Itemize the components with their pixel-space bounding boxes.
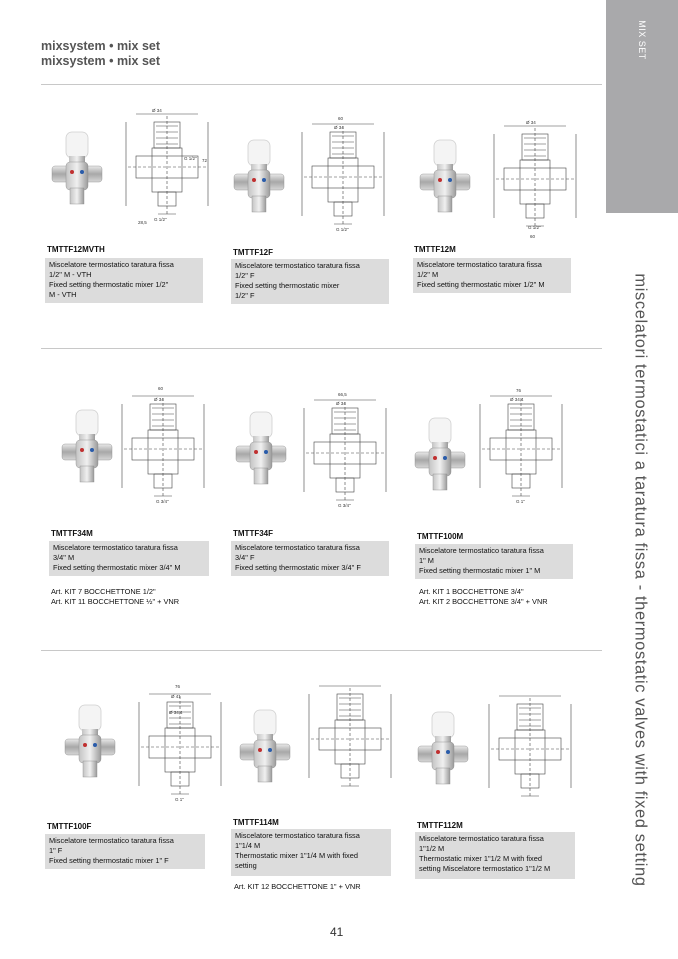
dim-label: Ø 34 xyxy=(526,120,536,125)
kit-note: Art. KIT 11 BOCCHETTONE ½" + VNR xyxy=(51,597,180,606)
dim-label: G 1/2" xyxy=(528,225,541,230)
kit-note: Art. KIT 1 BOCCHETTONE 3/4" xyxy=(419,587,524,596)
product-description-text: Miscelatore termostatico taratura fissa 1"1/2 M Thermostatic mixer 1"1/2 M with fixed setting Miscelatore termostatico 1"1/2 M xyxy=(419,834,551,873)
dim-label: G 1/2" xyxy=(154,217,167,222)
product-photo-tmttf34f xyxy=(236,412,296,487)
dim-label: 76 xyxy=(175,684,181,689)
product-description-text: Miscelatore termostatico taratura fissa 1/2" M - VTH Fixed setting thermostatic mixer 1/2" M - VTH xyxy=(49,260,174,299)
dim-label: Ø 34 xyxy=(152,108,162,113)
product-photo-tmttf12m xyxy=(420,140,475,210)
technical-drawing-tmttf100f xyxy=(145,684,230,808)
product-description-text: Miscelatore termostatico taratura fissa 3/4" M Fixed setting thermostatic mixer 3/4" M xyxy=(53,543,181,572)
vertical-section-title-text: miscelatori termostatici a taratura fissa - thermostatic valves with fixed setting xyxy=(631,273,650,887)
dim-label: Ø 34,4 xyxy=(169,710,183,715)
technical-drawing-tmttf114m xyxy=(315,690,395,790)
product-code: TMTTF12F xyxy=(233,248,273,257)
kit-note: Art. KIT 12 BOCCHETTONE 1" + VNR xyxy=(234,882,361,891)
technical-drawing-tmttf12mvth xyxy=(132,108,208,225)
dim-label: Ø 34 xyxy=(154,397,164,402)
product-description xyxy=(415,832,575,879)
product-description-text: Miscelatore termostatico taratura fissa 1/2" F Fixed setting thermostatic mixer 1/2" F xyxy=(235,261,360,300)
technical-drawing-tmttf12f xyxy=(308,116,383,232)
dim-label: Ø 41 xyxy=(171,694,181,699)
dim-label: G 1/2" xyxy=(336,227,349,232)
dim-label: G 3/4" xyxy=(338,503,351,508)
dim-label: 72 xyxy=(202,158,208,163)
divider-row-2 xyxy=(41,348,602,349)
kit-note: Art. KIT 7 BOCCHETTONE 1/2" xyxy=(51,587,156,596)
product-description-text: Miscelatore termostatico taratura fissa 3/4" F Fixed setting thermostatic mixer 3/4" F xyxy=(235,543,361,572)
dim-label: 60 xyxy=(338,116,344,121)
product-description-text: Miscelatore termostatico taratura fissa 1" M Fixed setting thermostatic mixer 1" M xyxy=(419,546,544,575)
product-photo-tmttf100f xyxy=(65,705,130,790)
dim-label: 28,5 xyxy=(138,220,147,225)
product-photo-tmttf114m xyxy=(240,710,300,790)
product-description-text: Miscelatore termostatico taratura fissa 1"1/4 M Thermostatic mixer 1"1/4 M with fixed setting xyxy=(235,831,360,870)
header-line-2: mixsystem • mix set xyxy=(41,54,161,68)
product-description xyxy=(231,259,389,304)
product-description-text: Miscelatore termostatico taratura fissa 1" F Fixed setting thermostatic mixer 1" F xyxy=(49,836,174,865)
section-tab-label: MIX SET xyxy=(637,20,647,60)
technical-drawing-tmttf112m xyxy=(495,700,575,800)
product-description xyxy=(413,258,571,293)
dim-label: G 1" xyxy=(175,797,184,802)
product-code: TMTTF34F xyxy=(233,529,273,538)
product-code: TMTTF12M xyxy=(414,245,456,254)
product-photo-tmttf12mvth xyxy=(52,132,112,212)
product-code: TMTTF112M xyxy=(417,821,463,830)
product-description xyxy=(231,829,391,876)
dim-label: 60 xyxy=(158,386,164,391)
dim-label: Ø 34 xyxy=(334,125,344,130)
dim-label: 76 xyxy=(516,388,522,393)
dim-label: 60 xyxy=(530,234,536,239)
dim-label: G 3/4" xyxy=(156,499,169,504)
product-code: TMTTF100F xyxy=(47,822,92,831)
header-line-1: mixsystem • mix set xyxy=(41,39,161,53)
dim-label: 66,5 xyxy=(338,392,347,397)
product-photo-tmttf112m xyxy=(418,712,478,790)
technical-drawing-tmttf100m xyxy=(486,388,576,504)
divider-row-3 xyxy=(41,650,602,651)
product-description xyxy=(45,258,203,303)
product-description-text: Miscelatore termostatico taratura fissa 1/2" M Fixed setting thermostatic mixer 1/2" M xyxy=(417,260,545,289)
product-description xyxy=(231,541,389,576)
dim-label: G 1/2" xyxy=(184,156,197,161)
divider-top xyxy=(41,84,602,85)
kit-note: Art. KIT 2 BOCCHETTONE 3/4" + VNR xyxy=(419,597,548,606)
product-photo-tmttf34m xyxy=(62,410,117,490)
product-photo-tmttf100m xyxy=(415,418,475,493)
product-photo-tmttf12f xyxy=(234,140,289,210)
page-number: 41 xyxy=(330,925,344,939)
dim-label: Ø 34,4 xyxy=(510,397,524,402)
technical-drawing-tmttf34f xyxy=(310,392,395,514)
technical-drawing-tmttf12m xyxy=(500,120,575,239)
product-code: TMTTF100M xyxy=(417,532,464,541)
dim-label: Ø 34 xyxy=(336,401,346,406)
technical-drawing-tmttf34m xyxy=(128,386,213,510)
dim-label: G 1" xyxy=(516,499,525,504)
product-description xyxy=(415,544,573,579)
product-description xyxy=(49,541,209,576)
section-tab xyxy=(606,0,678,82)
product-code: TMTTF114M xyxy=(233,818,279,827)
product-description xyxy=(45,834,205,869)
product-code: TMTTF12MVTH xyxy=(47,245,105,254)
product-code: TMTTF34M xyxy=(51,529,93,538)
